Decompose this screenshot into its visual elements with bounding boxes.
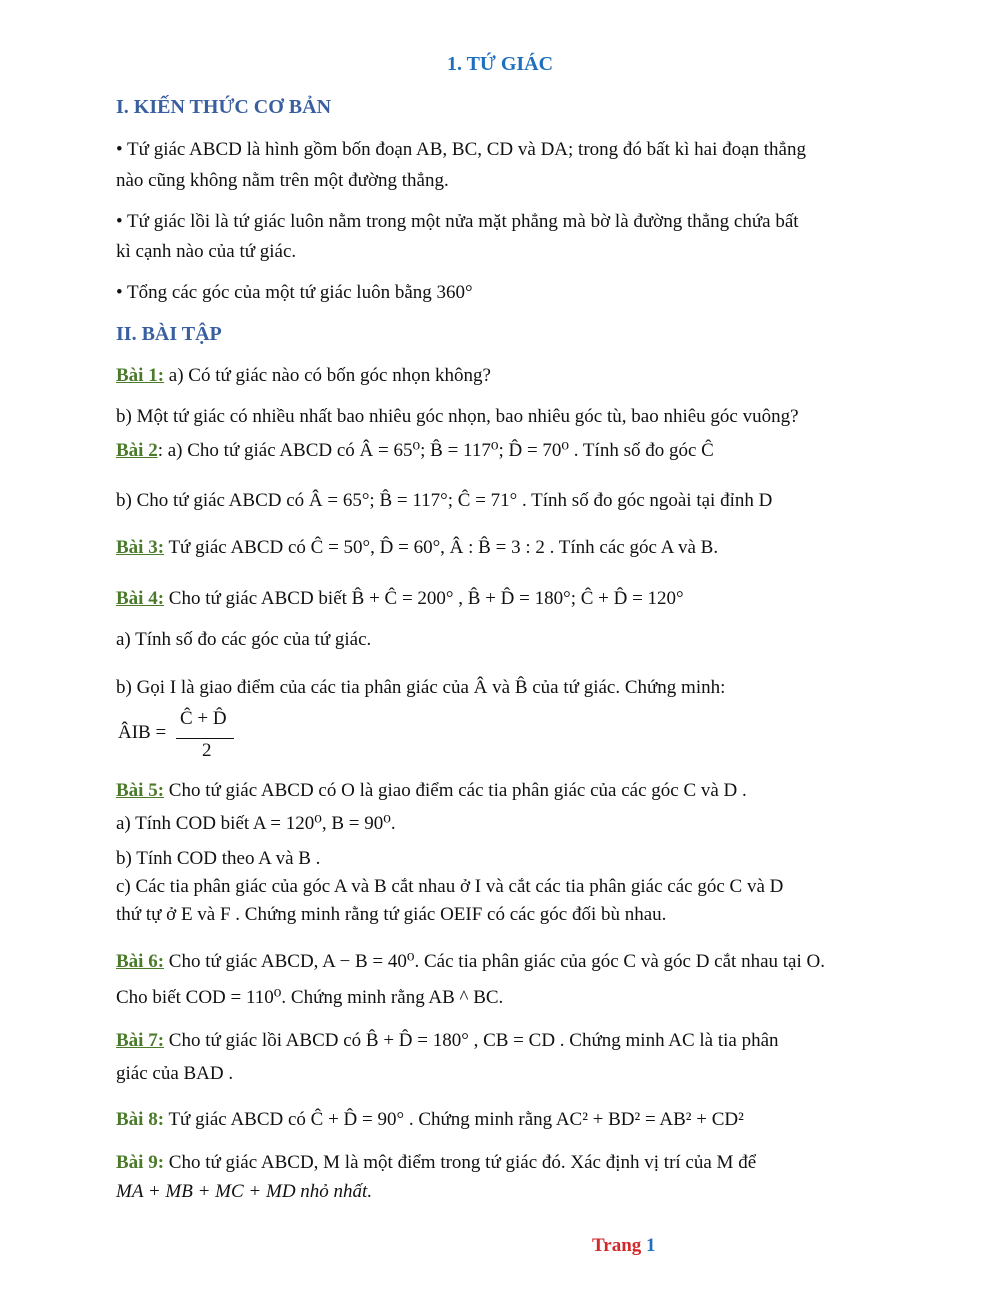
exercise-text: Cho tứ giác lồi ABCD có B̂ + D̂ = 180° , CB = CD . Chứng minh AC là tia phân bbox=[164, 1030, 779, 1051]
exercise-label: Bài 5: bbox=[116, 780, 165, 801]
exercise-label: Bài 3: bbox=[116, 537, 165, 558]
exercise-text: Cho tứ giác ABCD, M là một điểm trong tứ giác đó. Xác định vị trí của M để bbox=[164, 1152, 757, 1173]
exercise-1 bbox=[116, 364, 491, 388]
exercise-6-line-2: Cho biết COD = 110⁰. Chứng minh rằng AB ^ BC. bbox=[116, 987, 504, 1008]
exercise-label: Bài 4: bbox=[116, 588, 165, 609]
exercise-label: Bài 7: bbox=[116, 1030, 165, 1051]
exercise-2 bbox=[116, 439, 714, 463]
exercise-label: Bài 9: bbox=[116, 1152, 165, 1173]
fraction-bar bbox=[176, 738, 234, 739]
exercise-4-part-a: a) Tính số đo các góc của tứ giác. bbox=[116, 629, 372, 650]
exercise-label: Bài 8: bbox=[116, 1109, 165, 1130]
page-title: 1. TỨ GIÁC bbox=[446, 53, 554, 75]
exercise-3 bbox=[116, 536, 718, 560]
exercise-text: Tứ giác ABCD có Ĉ = 50°, D̂ = 60°, Â : B̂ = 3 : 2 . Tính các góc A và B. bbox=[164, 537, 719, 558]
exercise-text: Tứ giác ABCD có Ĉ + D̂ = 90° . Chứng minh rằng AC² + BD² = AB² + CD² bbox=[164, 1109, 744, 1130]
basics-paragraph-2-line-1: • Tứ giác lồi là tứ giác luôn nằm trong một nửa mặt phẳng mà bờ là đường thẳng chứa bất bbox=[116, 211, 799, 232]
exercise-7 bbox=[116, 1029, 779, 1053]
basics-paragraph-1-line-1: • Tứ giác ABCD là hình gồm bốn đoạn AB, BC, CD và DA; trong đó bất kì hai đoạn thẳng bbox=[116, 139, 806, 160]
exercise-8 bbox=[116, 1108, 744, 1132]
formula-denominator: 2 bbox=[202, 740, 212, 761]
formula-lhs: ÂIB = bbox=[118, 722, 167, 743]
basics-paragraph-3: • Tổng các góc của một tứ giác luôn bằng 360° bbox=[116, 282, 473, 303]
exercise-1-part-b: b) Một tứ giác có nhiều nhất bao nhiêu góc nhọn, bao nhiêu góc tù, bao nhiêu góc vuông? bbox=[116, 406, 799, 427]
exercise-4-formula bbox=[116, 704, 256, 764]
basics-paragraph-1-line-2: nào cũng không nằm trên một đường thẳng. bbox=[116, 170, 449, 191]
page-number bbox=[592, 1235, 656, 1257]
exercise-5-part-a: a) Tính COD biết A = 120⁰, B = 90⁰. bbox=[116, 813, 396, 834]
exercise-9 bbox=[116, 1151, 756, 1175]
exercise-label: Bài 2 bbox=[116, 440, 158, 461]
page-number-word: Trang bbox=[592, 1235, 642, 1256]
exercise-2-part-b: b) Cho tứ giác ABCD có Â = 65°; B̂ = 117°; Ĉ = 71° . Tính số đo góc ngoài tại đỉnh D bbox=[116, 490, 773, 511]
exercise-text: Cho tứ giác ABCD biết B̂ + Ĉ = 200° , B̂ + D̂ = 180°; Ĉ + D̂ = 120° bbox=[164, 588, 684, 609]
exercise-text: : a) Cho tứ giác ABCD có Â = 65⁰; B̂ = 117⁰; D̂ = 70⁰ . Tính số đo góc Ĉ bbox=[157, 440, 714, 461]
exercise-4 bbox=[116, 587, 684, 611]
section-heading-basics: I. KIẾN THỨC CƠ BẢN bbox=[116, 96, 332, 118]
exercise-text: Cho tứ giác ABCD, A − B = 40⁰. Các tia phân giác của góc C và góc D cắt nhau tại O. bbox=[164, 951, 825, 972]
formula-numerator: Ĉ + D̂ bbox=[180, 708, 227, 729]
exercise-label: Bài 1: bbox=[116, 365, 165, 386]
exercise-5-part-b: b) Tính COD theo A và B . bbox=[116, 848, 321, 869]
exercise-text: a) Có tứ giác nào có bốn góc nhọn không? bbox=[164, 365, 491, 386]
exercise-6 bbox=[116, 950, 825, 974]
exercise-5 bbox=[116, 779, 747, 803]
exercise-9-line-2: MA + MB + MC + MD nhỏ nhất. bbox=[116, 1181, 373, 1202]
exercise-5-part-c-line-2: thứ tự ở E và F . Chứng minh rằng tứ giác OEIF có các góc đối bù nhau. bbox=[116, 904, 667, 925]
exercise-5-part-c-line-1: c) Các tia phân giác của góc A và B cắt nhau ở I và cắt các tia phân giác các góc C và D bbox=[116, 876, 784, 897]
section-heading-exercises: II. BÀI TẬP bbox=[116, 323, 222, 345]
page-number-value: 1 bbox=[646, 1235, 656, 1256]
exercise-text: Cho tứ giác ABCD có O là giao điểm các tia phân giác của các góc C và D . bbox=[164, 780, 747, 801]
basics-paragraph-2-line-2: kì cạnh nào của tứ giác. bbox=[116, 241, 297, 262]
exercise-7-line-2: giác của BAD . bbox=[116, 1063, 234, 1084]
exercise-label: Bài 6: bbox=[116, 951, 165, 972]
exercise-4-part-b: b) Gọi I là giao điểm của các tia phân giác của Â và B̂ của tứ giác. Chứng minh: bbox=[116, 677, 726, 698]
